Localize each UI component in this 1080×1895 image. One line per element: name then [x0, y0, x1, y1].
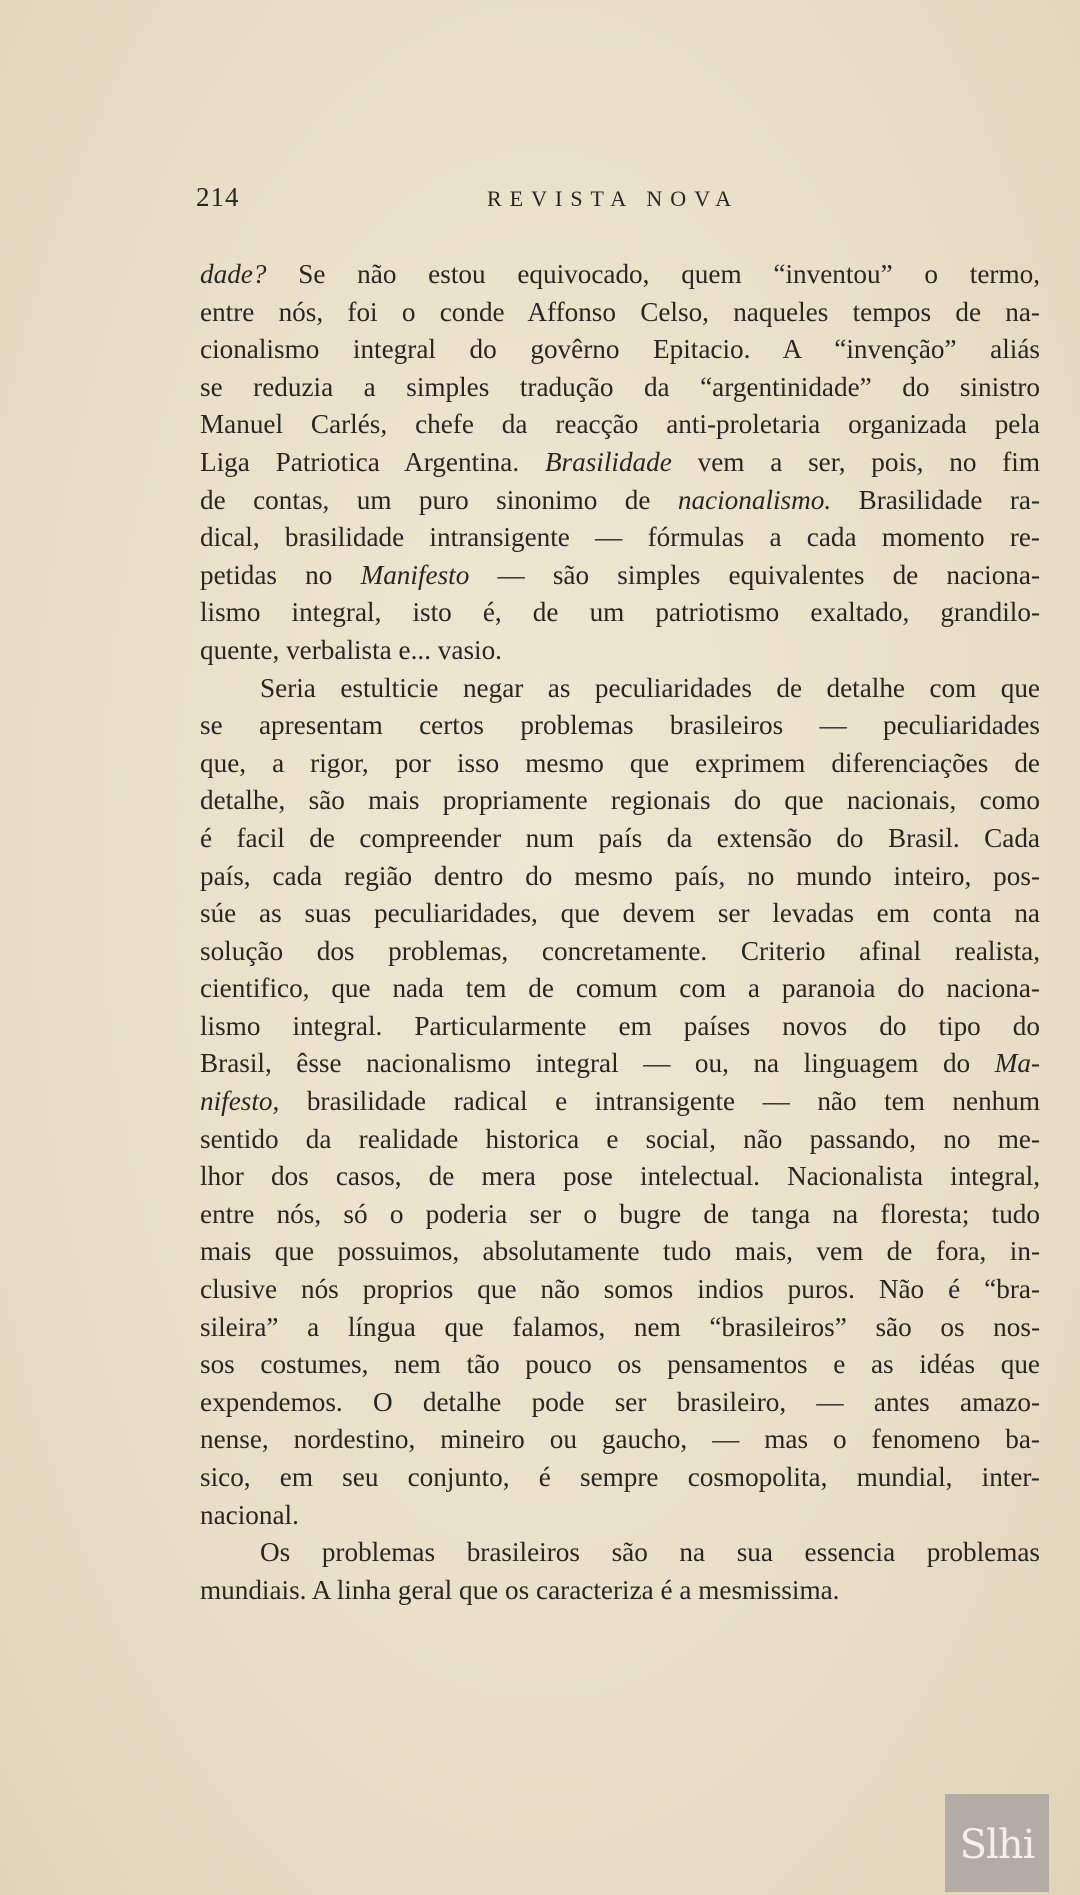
text-line: [200, 519, 1040, 557]
text-segment: Manuel Carlés, chefe da reacção anti-proletaria organizada pela: [200, 409, 1040, 440]
italic-text: Ma-: [994, 1048, 1040, 1079]
text-segment: Seria estulticie negar as peculiaridades de detalhe com que: [260, 672, 1040, 703]
text-segment: entre nós, só o poderia ser o bugre de tanga na floresta; tudo: [200, 1198, 1040, 1229]
text-segment: Brasilidade ra-: [831, 484, 1040, 515]
italic-text: nifesto,: [200, 1086, 280, 1117]
text-segment: sileira” a língua que falamos, nem “brasileiros” são os nos-: [200, 1311, 1040, 1342]
text-segment: mais que possuimos, absolutamente tudo mais, vem de fora, in-: [200, 1236, 1040, 1267]
paragraph: [200, 256, 1040, 670]
text-line: [200, 1384, 1040, 1422]
text-line: [200, 1158, 1040, 1196]
text-segment: lismo integral, isto é, de um patriotismo exaltado, grandilo-: [200, 597, 1040, 628]
text-segment: quente, verbalista e... vasio.: [200, 634, 502, 665]
text-line: [200, 1309, 1040, 1347]
italic-text: nacionalismo.: [677, 484, 832, 515]
text-segment: petidas no: [200, 559, 361, 590]
text-line: [200, 594, 1040, 632]
text-line: [200, 670, 1040, 708]
italic-text: Manifesto: [360, 559, 470, 590]
text-segment: de contas, um puro sinonimo de: [200, 484, 678, 515]
text-segment: súe as suas peculiaridades, que devem ser levadas em conta na: [200, 898, 1040, 929]
text-line: [200, 895, 1040, 933]
text-segment: Se não estou equivocado, quem “inventou” o termo,: [266, 259, 1040, 289]
text-segment: solução dos problemas, concretamente. Criterio afinal realista,: [200, 935, 1040, 966]
text-line: [200, 369, 1040, 407]
text-line: [200, 1121, 1040, 1159]
text-line: [200, 444, 1040, 482]
text-line: [200, 1008, 1040, 1046]
text-segment: detalhe, são mais propriamente regionais do que nacionais, como: [200, 785, 1040, 816]
running-title: REVISTA NOVA: [487, 186, 740, 211]
text-line: [200, 1271, 1040, 1309]
text-line: [200, 745, 1040, 783]
text-segment: nacional.: [200, 1499, 299, 1530]
text-line: [200, 1196, 1040, 1234]
text-segment: dical, brasilidade intransigente — fórmulas a cada momento re-: [200, 522, 1040, 553]
text-line: [200, 707, 1040, 745]
text-segment: é facil de compreender num país da extensão do Brasil. Cada: [200, 822, 1040, 853]
text-line: [200, 1459, 1040, 1497]
text-segment: que, a rigor, por isso mesmo que exprimem diferenciações de: [200, 747, 1040, 778]
page-number: 214: [196, 182, 240, 212]
italic-text: Brasilidade: [544, 446, 672, 477]
text-line: [200, 256, 1040, 294]
text-segment: mundiais. A linha geral que os caracteriza é a mesmissima.: [200, 1574, 840, 1605]
text-segment: lhor dos casos, de mera pose intelectual. Nacionalista integral,: [200, 1161, 1040, 1192]
text-line: [200, 970, 1040, 1008]
text-line: [200, 406, 1040, 444]
text-segment: sos costumes, nem tão pouco os pensamentos e as idéas que: [200, 1349, 1040, 1380]
text-line: [200, 1346, 1040, 1384]
logo-text: Slhi: [959, 1822, 1035, 1868]
library-logo: [945, 1794, 1049, 1892]
paragraph: [200, 1534, 1040, 1609]
text-segment: brasilidade radical e intransigente — não tem nenhum: [279, 1086, 1040, 1117]
text-line: [200, 294, 1040, 332]
text-segment: entre nós, foi o conde Affonso Celso, naqueles tempos de na-: [200, 296, 1040, 327]
text-segment: lismo integral. Particularmente em países novos do tipo do: [200, 1010, 1040, 1041]
text-segment: vem a ser, pois, no fim: [671, 446, 1040, 477]
text-line: [200, 820, 1040, 858]
text-line: [200, 1572, 1040, 1610]
text-segment: país, cada região dentro do mesmo país, no mundo inteiro, pos-: [200, 860, 1040, 891]
italic-text: dade?: [200, 259, 267, 289]
text-segment: se reduzia a simples tradução da “argentinidade” do sinistro: [200, 371, 1040, 402]
text-line: [200, 1045, 1040, 1083]
text-segment: expendemos. O detalhe pode ser brasileiro, — antes amazo-: [200, 1386, 1040, 1417]
body-text: [200, 256, 1040, 1609]
text-segment: nense, nordestino, mineiro ou gaucho, — mas o fenomeno ba-: [200, 1424, 1040, 1455]
text-line: [200, 1421, 1040, 1459]
text-line: [200, 632, 1040, 670]
text-segment: sentido da realidade historica e social, não passando, no me-: [200, 1123, 1040, 1154]
text-segment: sico, em seu conjunto, é sempre cosmopolita, mundial, inter-: [200, 1462, 1040, 1492]
text-segment: se apresentam certos problemas brasileiros — peculiaridades: [200, 710, 1040, 741]
text-segment: clusive nós proprios que não somos indios puros. Não é “bra-: [200, 1274, 1040, 1305]
paragraph: [200, 670, 1040, 1535]
text-line: [200, 1233, 1040, 1271]
text-line: [200, 557, 1040, 595]
text-line: [200, 1534, 1040, 1572]
text-segment: Os problemas brasileiros são na sua essencia problemas: [260, 1537, 1040, 1568]
text-segment: Brasil, êsse nacionalismo integral — ou, na linguagem do: [200, 1048, 995, 1079]
text-line: [200, 858, 1040, 896]
text-line: [200, 482, 1040, 520]
text-line: [200, 933, 1040, 971]
text-segment: cionalismo integral do govêrno Epitacio. A “invenção” aliás: [200, 334, 1040, 365]
text-line: [200, 1497, 1040, 1535]
text-line: [200, 1083, 1040, 1121]
text-line: [200, 331, 1040, 369]
text-segment: Liga Patriotica Argentina.: [200, 446, 545, 477]
text-segment: — são simples equivalentes de naciona-: [469, 559, 1041, 590]
text-line: [200, 782, 1040, 820]
text-segment: cientifico, que nada tem de comum com a paranoia do naciona-: [200, 973, 1040, 1004]
